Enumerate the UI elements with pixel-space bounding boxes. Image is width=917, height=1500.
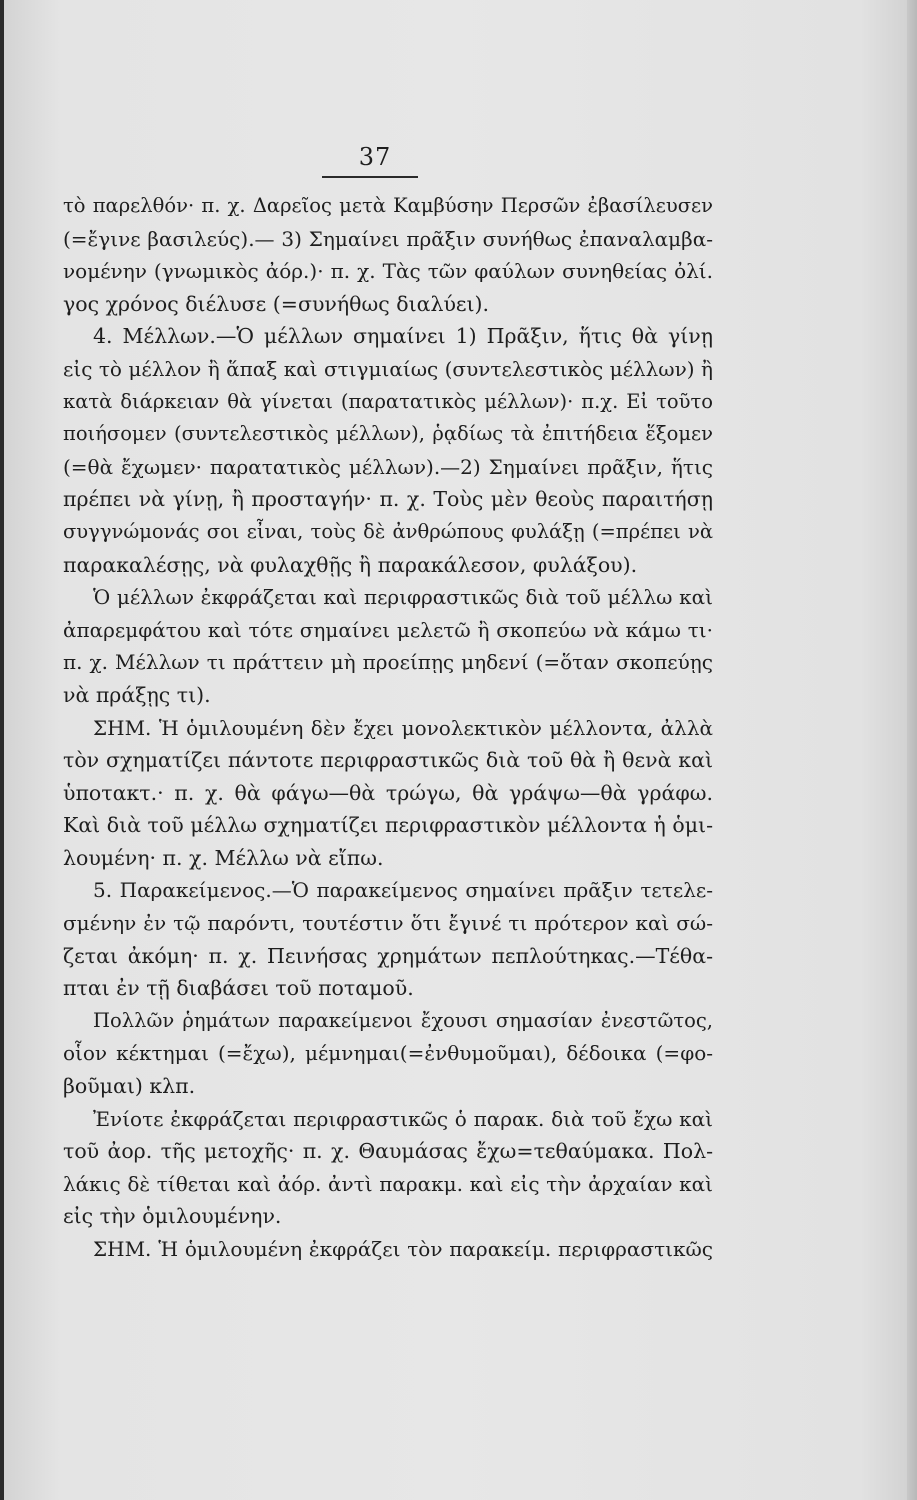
text-line: (=θὰ ἔχωμεν· παρατατικὸς μέλλων).—2) Σημαίνει πρᾶξιν, ἥτις — [63, 454, 713, 479]
text-line: Καὶ διὰ τοῦ μέλλω σχηματίζει περιφραστικὸν μέλλοντα ἡ ὁμι- — [63, 813, 713, 838]
text-line: πται ἐν τῇ διαβάσει τοῦ ποταμοῦ. — [63, 976, 414, 1001]
text-line: Ὁ μέλλων ἐκφράζεται καὶ περιφραστικῶς διὰ τοῦ μέλλω καὶ — [93, 585, 713, 610]
text-line: ζεται ἀκόμη· π. χ. Πεινήσας χρημάτων πεπλούτηκας.—Τέθα- — [63, 943, 713, 968]
text-line: τὸν σχηματίζει πάντοτε περιφραστικῶς διὰ τοῦ θὰ ἢ θενὰ καὶ — [63, 748, 713, 773]
text-line: οἷον κέκτημαι (=ἔχω), μέμνημαι(=ἐνθυμοῦμαι), δέδοικα (=φο- — [63, 1041, 713, 1066]
text-line: Ἐνίοτε ἐκφράζεται περιφραστικῶς ὁ παρακ. διὰ τοῦ ἔχω καὶ — [93, 1106, 713, 1131]
text-line: Πολλῶν ῥημάτων παρακείμενοι ἔχουσι σημασίαν ἐνεστῶτος, — [93, 1008, 713, 1032]
text-line: τὸ παρελθόν· π. χ. Δαρεῖος μετὰ Καμβύσην Περσῶν ἐβασίλευσεν — [63, 194, 713, 217]
text-line: ὑποτακτ.· π. χ. θὰ φάγω—θὰ τρώγω, θὰ γράψω—θὰ γράφω. — [63, 780, 713, 805]
text-line: εἰς τὸ μέλλον ἢ ἅπαξ καὶ στιγμιαίως (συντελεστικὸς μέλλων) ἢ — [63, 356, 713, 381]
text-line: ΣΗΜ. Ἡ ὁμιλουμένη δὲν ἔχει μονολεκτικὸν μέλλοντα, ἀλλὰ — [93, 715, 713, 740]
text-line: συγγνώμονάς σοι εἶναι, τοὺς δὲ ἀνθρώπους φυλάξῃ (=πρέπει νὰ — [63, 519, 713, 543]
text-line: ΣΗΜ. Ἡ ὁμιλουμένη ἐκφράζει τὸν παρακείμ. περιφραστικῶς — [93, 1237, 713, 1261]
text-line: ποιήσομεν (συντελεστικὸς μέλλων), ῥᾳδίως τὰ ἐπιτήδεια ἕξομεν — [63, 422, 713, 446]
text-line: τοῦ ἀορ. τῆς μετοχῆς· π. χ. Θαυμάσας ἔχω=τεθαύμακα. Πολ- — [63, 1139, 713, 1164]
page-left-edge — [0, 0, 4, 1500]
page-right-edge — [907, 0, 917, 1500]
text-line: νομένην (γνωμικὸς ἀόρ.)· π. χ. Τὰς τῶν φαύλων συνηθείας ὀλί. — [63, 259, 713, 284]
text-line: ἀπαρεμφάτου καὶ τότε σημαίνει μελετῶ ἢ σκοπεύω νὰ κάμω τι· — [63, 617, 713, 642]
text-line: σμένην ἐν τῷ παρόντι, τουτέστιν ὅτι ἔγινέ τι πρότερον καὶ σώ- — [63, 911, 713, 936]
page-number-rule — [322, 176, 418, 178]
text-line: λάκις δὲ τίθεται καὶ ἀόρ. ἀντὶ παρακμ. καὶ εἰς τὴν ἀρχαίαν καὶ — [63, 1171, 713, 1196]
text-line: λουμένη· π. χ. Μέλλω νὰ εἴπω. — [63, 845, 384, 870]
page-number: 37 — [358, 143, 392, 171]
text-line: 5. Παρακείμενος.—Ὁ παρακείμενος σημαίνει πρᾶξιν τετελε- — [93, 878, 713, 903]
text-line: εἰς τὴν ὁμιλουμένην. — [63, 1204, 282, 1229]
text-line: βοῦμαι) κλπ. — [63, 1074, 196, 1099]
text-line: νὰ πράξῃς τι). — [63, 682, 211, 707]
text-line: κατὰ διάρκειαν θὰ γίνεται (παρατατικὸς μέλλων)· π.χ. Εἰ τοῦτο — [63, 389, 713, 413]
text-line: γος χρόνος διέλυσε (=συνήθως διαλύει). — [63, 291, 490, 316]
text-line: π. χ. Μέλλων τι πράττειν μὴ προείπῃς μηδενί (=ὅταν σκοπεύῃς — [63, 650, 713, 675]
text-line: 4. Μέλλων.—Ὁ μέλλων σημαίνει 1) Πρᾶξιν, ἥτις θὰ γίνῃ — [93, 324, 713, 349]
text-line: (=ἔγινε βασιλεύς).— 3) Σημαίνει πρᾶξιν συνήθως ἐπαναλαμβα- — [63, 226, 713, 251]
text-line: πρέπει νὰ γίνῃ, ἢ προσταγήν· π. χ. Τοὺς μὲν θεοὺς παραιτήσῃ — [63, 487, 713, 512]
body-text — [63, 190, 713, 1266]
text-line: παρακαλέσῃς, νὰ φυλαχθῇς ἢ παρακάλεσον, φυλάξου). — [63, 552, 638, 577]
